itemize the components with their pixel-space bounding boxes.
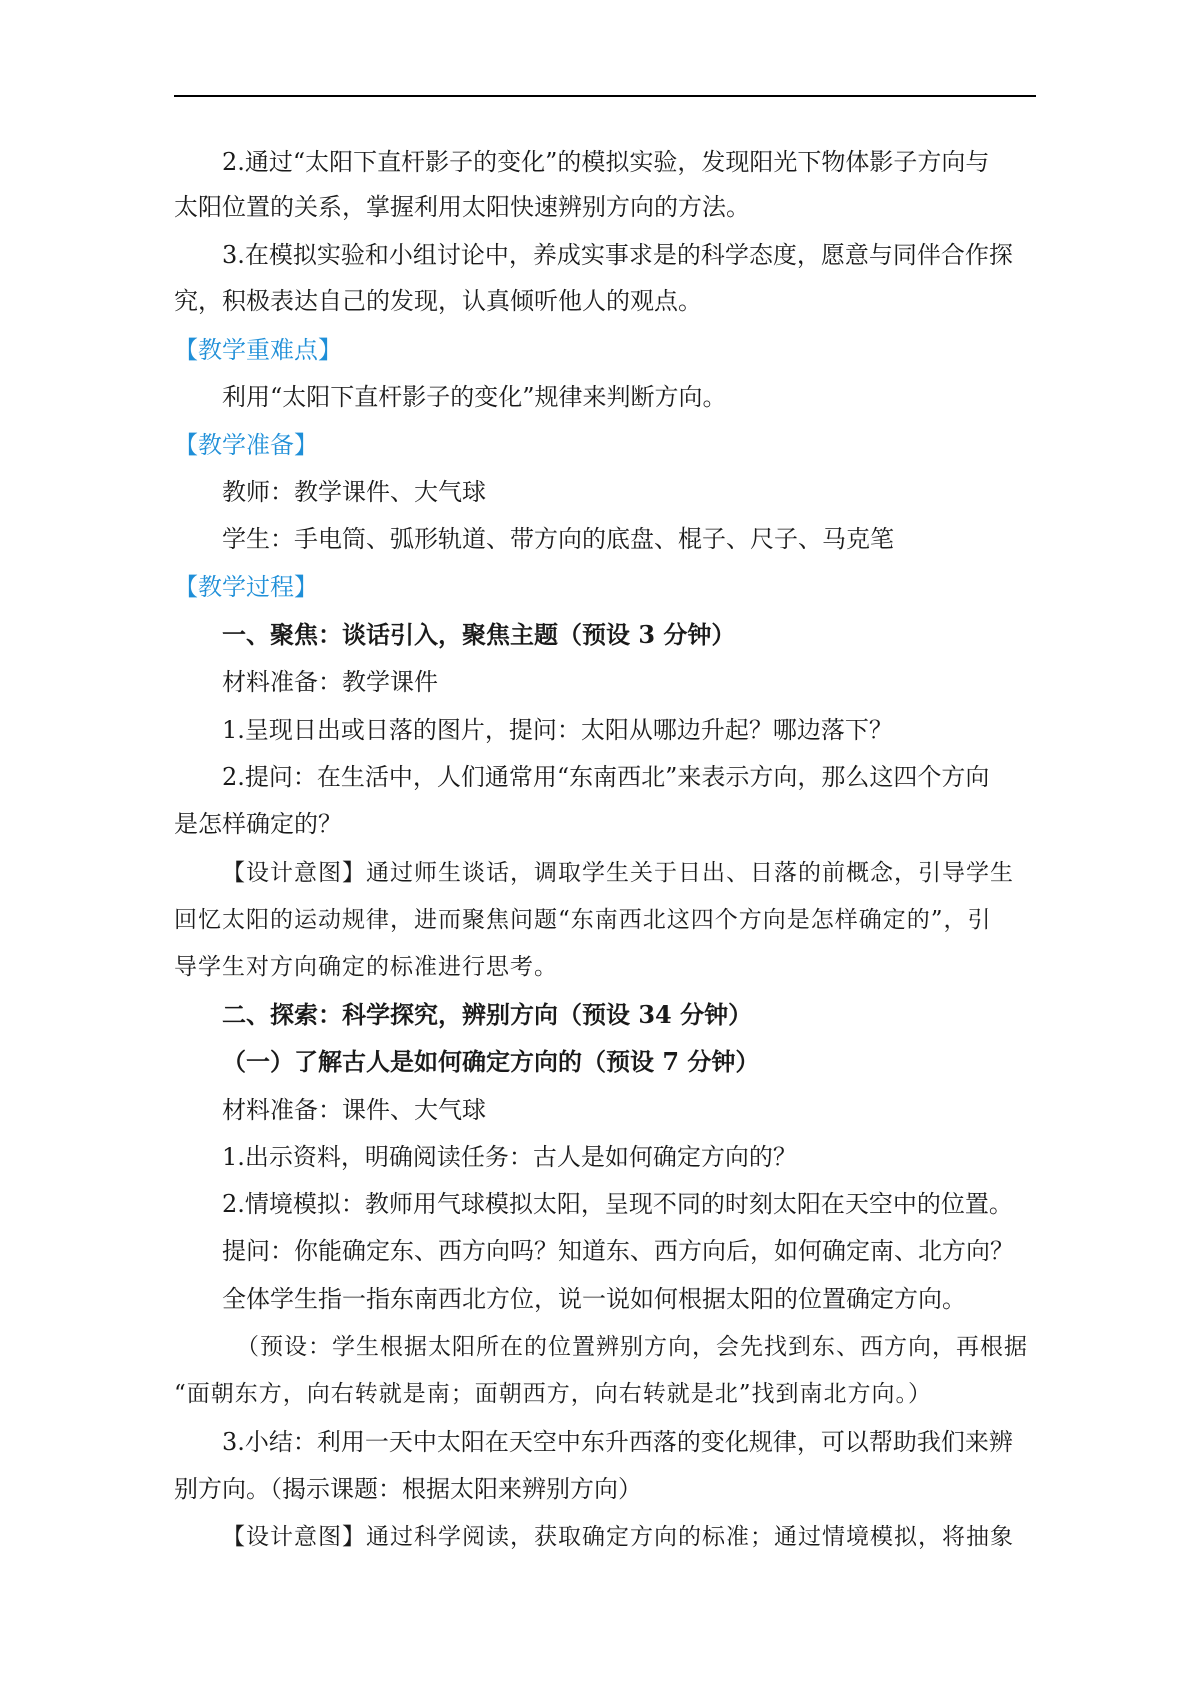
objective-2-line-1: 2.通过“太阳下直杆影子的变化”的模拟实验，发现阳光下物体影子方向与 [222,148,990,176]
part-1-heading: 一、聚焦：谈话引入，聚焦主题（预设 3 分钟） [222,620,736,649]
section-heading-preparation: 【教学准备】 [174,431,318,459]
design-intent-1-line-3: 导学生对方向确定的标准进行思考。 [174,954,558,980]
preset-note-line-1: （预设：学生根据太阳所在的位置辨别方向，会先找到东、西方向，再根据 [236,1334,1028,1360]
design-intent-2-line-1: 【设计意图】通过科学阅读，获取确定方向的标准；通过情境模拟，将抽象 [222,1524,1014,1550]
part-1-step-1: 1.呈现日出或日落的图片，提问：太阳从哪边升起？哪边落下？ [222,716,893,744]
part-2-subheading-1: （一）了解古人是如何确定方向的（预设 7 分钟） [222,1047,760,1076]
part-2-summary-line-2: 别方向。（揭示课题：根据太阳来辨别方向） [174,1475,642,1503]
objective-2-line-2: 太阳位置的关系，掌握利用太阳快速辨别方向的方法。 [174,193,750,221]
student-materials: 学生：手电筒、弧形轨道、带方向的底盘、棍子、尺子、马克笔 [222,525,894,553]
part-1-step-2-line-2: 是怎样确定的？ [174,810,342,838]
design-intent-1-line-2: 回忆太阳的运动规律，进而聚焦问题“东南西北这四个方向是怎样确定的”，引 [174,907,992,933]
part-2-activity: 全体学生指一指东南西北方位，说一说如何根据太阳的位置确定方向。 [222,1285,966,1313]
section-heading-process: 【教学过程】 [174,573,318,601]
key-points-text: 利用“太阳下直杆影子的变化”规律来判断方向。 [222,383,727,411]
preset-note-line-2: “面朝东方，向右转就是南；面朝西方，向右转就是北”找到南北方向。） [174,1381,933,1407]
part-2-summary-line-1: 3.小结：利用一天中太阳在天空中东升西落的变化规律，可以帮助我们来辨 [222,1428,1013,1456]
part-2-materials: 材料准备：课件、大气球 [222,1096,486,1124]
part-2-question: 提问：你能确定东、西方向吗？知道东、西方向后，如何确定南、北方向？ [222,1237,1014,1265]
teacher-materials: 教师：教学课件、大气球 [222,478,486,506]
part-1-step-2-line-1: 2.提问：在生活中，人们通常用“东南西北”来表示方向，那么这四个方向 [222,763,990,791]
part-2-step-2: 2.情境模拟：教师用气球模拟太阳，呈现不同的时刻太阳在天空中的位置。 [222,1190,1013,1218]
objective-3-line-1: 3.在模拟实验和小组讨论中，养成实事求是的科学态度，愿意与同伴合作探 [222,241,1013,269]
header-rule [174,95,1036,97]
part-2-heading: 二、探索：科学探究，辨别方向（预设 34 分钟） [222,1000,753,1029]
part-2-step-1: 1.出示资料，明确阅读任务：古人是如何确定方向的？ [222,1143,797,1171]
part-1-materials: 材料准备：教学课件 [222,668,438,696]
section-heading-key-points: 【教学重难点】 [174,336,342,364]
objective-3-line-2: 究，积极表达自己的发现，认真倾听他人的观点。 [174,287,702,315]
design-intent-1-line-1: 【设计意图】通过师生谈话，调取学生关于日出、日落的前概念，引导学生 [222,860,1014,886]
